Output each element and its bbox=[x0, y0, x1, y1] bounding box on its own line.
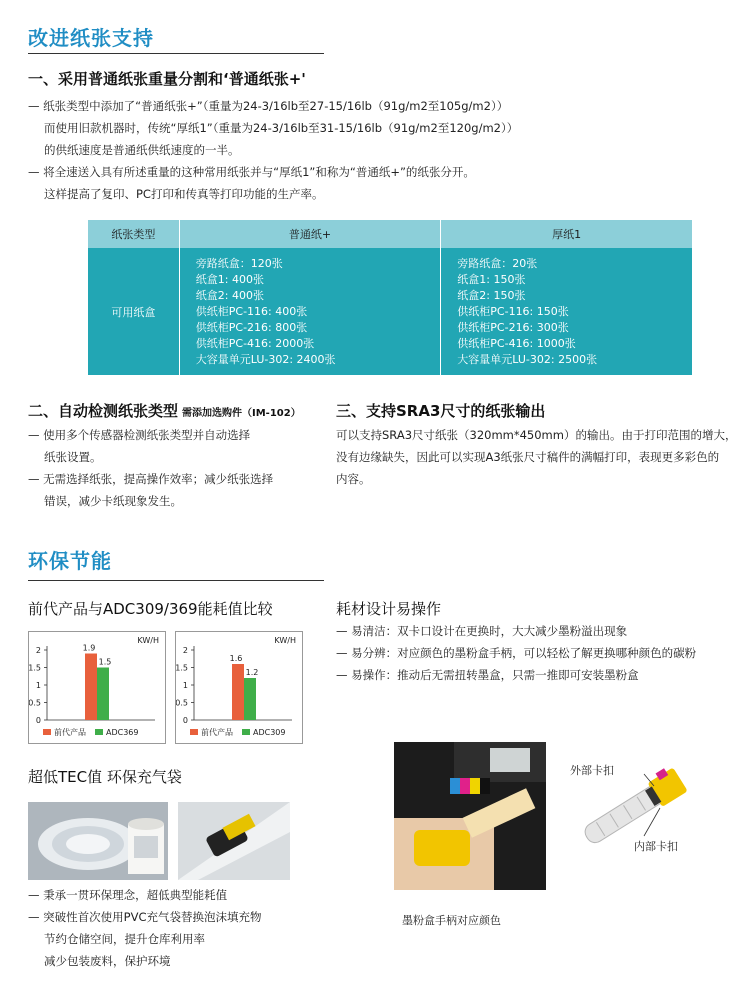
text-line: 的供纸速度是普通纸供纸速度的一半。 bbox=[44, 143, 240, 157]
air-cushion-image bbox=[28, 802, 168, 880]
table-header: 纸张类型 bbox=[88, 220, 179, 248]
y-tick-label: 1 bbox=[182, 681, 188, 690]
tec-heading: 超低TEC值 环保充气袋 bbox=[28, 768, 182, 786]
tray-capacity-item: 旁路纸盒：120张 bbox=[195, 256, 283, 270]
tray-capacity-item: 供纸柜PC-116: 400张 bbox=[195, 304, 308, 318]
data-label: 1.6 bbox=[229, 654, 243, 663]
data-label: 1.2 bbox=[245, 668, 259, 677]
subheading-auto-detect bbox=[28, 400, 301, 421]
design-heading: 耗材设计易操作 bbox=[336, 600, 442, 618]
text-line: — 使用多个传感器检测纸张类型并自动选择 bbox=[28, 428, 251, 442]
tray-capacity-item: 纸盒1: 400张 bbox=[195, 272, 264, 286]
bar-chart bbox=[176, 632, 302, 743]
y-tick-label: 0.5 bbox=[29, 698, 41, 708]
subheading-paper-weight: 一、采用普通纸张重量分割和‘普通纸张+' bbox=[28, 70, 306, 88]
legend-swatch bbox=[242, 729, 250, 735]
compare-heading: 前代产品与ADC309/369能耗值比较 bbox=[28, 600, 273, 618]
option-note: 需添加选购件（IM-102） bbox=[182, 408, 301, 419]
tray-capacity-item: 大容量单元LU-302: 2400张 bbox=[195, 352, 336, 366]
tray-capacity-item: 供纸柜PC-116: 150张 bbox=[457, 304, 569, 318]
data-label: 1.9 bbox=[82, 643, 96, 653]
tray-capacity-item: 供纸柜PC-416: 1000张 bbox=[457, 336, 576, 350]
design-features bbox=[336, 620, 736, 686]
y-tick-label: 2 bbox=[182, 646, 188, 655]
table-row-label: 可用纸盒 bbox=[88, 248, 179, 375]
paper-tray-table bbox=[88, 220, 692, 375]
sra3-description bbox=[336, 424, 741, 490]
heading-text: 二、自动检测纸张类型 bbox=[28, 402, 179, 420]
table-header: 普通纸+ bbox=[179, 220, 441, 248]
tray-capacity-item: 纸盒2: 400张 bbox=[195, 288, 264, 302]
y-tick-label: 1.5 bbox=[176, 663, 188, 673]
y-tick-label: 1 bbox=[35, 681, 41, 690]
y-tick-label: 1.5 bbox=[29, 663, 41, 673]
legend-label: ADC369 bbox=[106, 728, 139, 737]
section-divider bbox=[28, 53, 324, 54]
bar-ADC309 bbox=[244, 678, 256, 720]
section-divider bbox=[28, 580, 324, 581]
text-line: — 易分辨：对应颜色的墨粉盒手柄，可以轻松了解更换哪种颜色的碳粉 bbox=[336, 646, 697, 660]
tray-capacity-item: 大容量单元LU-302: 2500张 bbox=[457, 352, 598, 366]
text-line: — 纸张类型中添加了“普通纸张+”（重量为24-3/16lb至27-15/16lb（91g/m2至105g/m2）） bbox=[28, 99, 509, 113]
bar-前代产品 bbox=[232, 664, 244, 720]
photo-caption: 墨粉盒手柄对应颜色 bbox=[402, 914, 501, 927]
toner-install-photo bbox=[394, 742, 546, 890]
toner-bag-photo bbox=[178, 802, 290, 880]
air-cushion-photo bbox=[28, 802, 168, 880]
label-outer-clip: 外部卡扣 bbox=[570, 764, 614, 777]
y-tick-label: 2 bbox=[35, 646, 41, 655]
tray-capacity-item: 供纸柜PC-216: 800张 bbox=[195, 320, 308, 334]
text-line: — 将全速送入具有所述重量的这种常用纸张并与“厚纸1”和称为“普通纸+”的纸张分开。 bbox=[28, 165, 475, 179]
legend-label: ADC309 bbox=[253, 728, 286, 737]
chart-unit: KW/H bbox=[137, 636, 159, 645]
text-line: 内容。 bbox=[336, 472, 371, 486]
auto-detect-description bbox=[28, 424, 318, 512]
tray-capacity-item: 纸盒1: 150张 bbox=[457, 272, 526, 286]
tray-list bbox=[441, 256, 692, 368]
energy-chart-adc309 bbox=[175, 631, 303, 744]
chart-unit: KW/H bbox=[274, 636, 296, 645]
y-tick-label: 0 bbox=[182, 716, 188, 725]
text-line: 错误，减少卡纸现象发生。 bbox=[44, 494, 182, 508]
toner-bag-image bbox=[178, 802, 290, 880]
text-line: 而使用旧款机器时，传统“厚纸1”（重量为24-3/16lb至31-15/16lb（91g/m2至120g/m2）） bbox=[44, 121, 519, 135]
text-line: 纸张设置。 bbox=[44, 450, 102, 464]
toner-cartridge-image bbox=[574, 752, 694, 852]
text-line: 这样提高了复印、PC打印和传真等打印功能的生产率。 bbox=[44, 187, 324, 201]
text-line: — 突破性首次使用PVC充气袋替换泡沫填充物 bbox=[28, 910, 262, 924]
legend-label: 前代产品 bbox=[54, 728, 86, 737]
section-title-eco: 环保节能 bbox=[28, 549, 112, 573]
section-title-paper-support: 改进纸张支持 bbox=[28, 26, 154, 50]
toner-cartridge-diagram bbox=[574, 752, 694, 852]
tray-list bbox=[180, 256, 441, 368]
paper-weight-description bbox=[28, 95, 728, 205]
tray-capacity-item: 供纸柜PC-416: 2000张 bbox=[195, 336, 315, 350]
legend-swatch bbox=[95, 729, 103, 735]
text-line: 没有边缘缺失，因此可以实现A3纸张尺寸稿件的满幅打印，表现更多彩色的 bbox=[336, 450, 720, 464]
text-line: — 易清洁：双卡口设计在更换时，大大减少墨粉溢出现象 bbox=[336, 624, 628, 638]
energy-chart-adc369 bbox=[28, 631, 166, 744]
tray-capacity-item: 供纸柜PC-216: 300张 bbox=[457, 320, 569, 334]
table-cell-thick1 bbox=[441, 248, 692, 375]
y-tick-label: 0.5 bbox=[176, 698, 188, 708]
tray-capacity-item: 纸盒2: 150张 bbox=[457, 288, 526, 302]
legend-swatch bbox=[43, 729, 51, 735]
table-cell-plain-plus bbox=[179, 248, 441, 375]
label-inner-clip: 内部卡扣 bbox=[634, 840, 678, 853]
text-line: 节约仓储空间，提升仓库利用率 bbox=[44, 932, 205, 946]
text-line: 减少包装废料，保护环境 bbox=[44, 954, 171, 968]
text-line: — 易操作：推动后无需扭转墨盒，只需一推即可安装墨粉盒 bbox=[336, 668, 639, 682]
tec-features bbox=[28, 884, 328, 972]
text-line: 可以支持SRA3尺寸纸张（320mm*450mm）的输出。由于打印范围的增大， bbox=[336, 428, 737, 442]
subheading-sra3: 三、支持SRA3尺寸的纸张输出 bbox=[336, 402, 546, 420]
toner-install-image bbox=[394, 742, 546, 890]
text-line: — 无需选择纸张，提高操作效率；减少纸张选择 bbox=[28, 472, 274, 486]
bar-前代产品 bbox=[85, 654, 97, 721]
legend-swatch bbox=[190, 729, 198, 735]
data-label: 1.5 bbox=[98, 657, 112, 667]
table-header: 厚纸1 bbox=[441, 220, 692, 248]
bar-chart bbox=[29, 632, 165, 743]
bar-ADC369 bbox=[97, 668, 109, 721]
text-line: — 秉承一贯环保理念，超低典型能耗值 bbox=[28, 888, 228, 902]
legend-label: 前代产品 bbox=[201, 728, 233, 737]
y-tick-label: 0 bbox=[35, 716, 41, 725]
tray-capacity-item: 旁路纸盒：20张 bbox=[457, 256, 538, 270]
